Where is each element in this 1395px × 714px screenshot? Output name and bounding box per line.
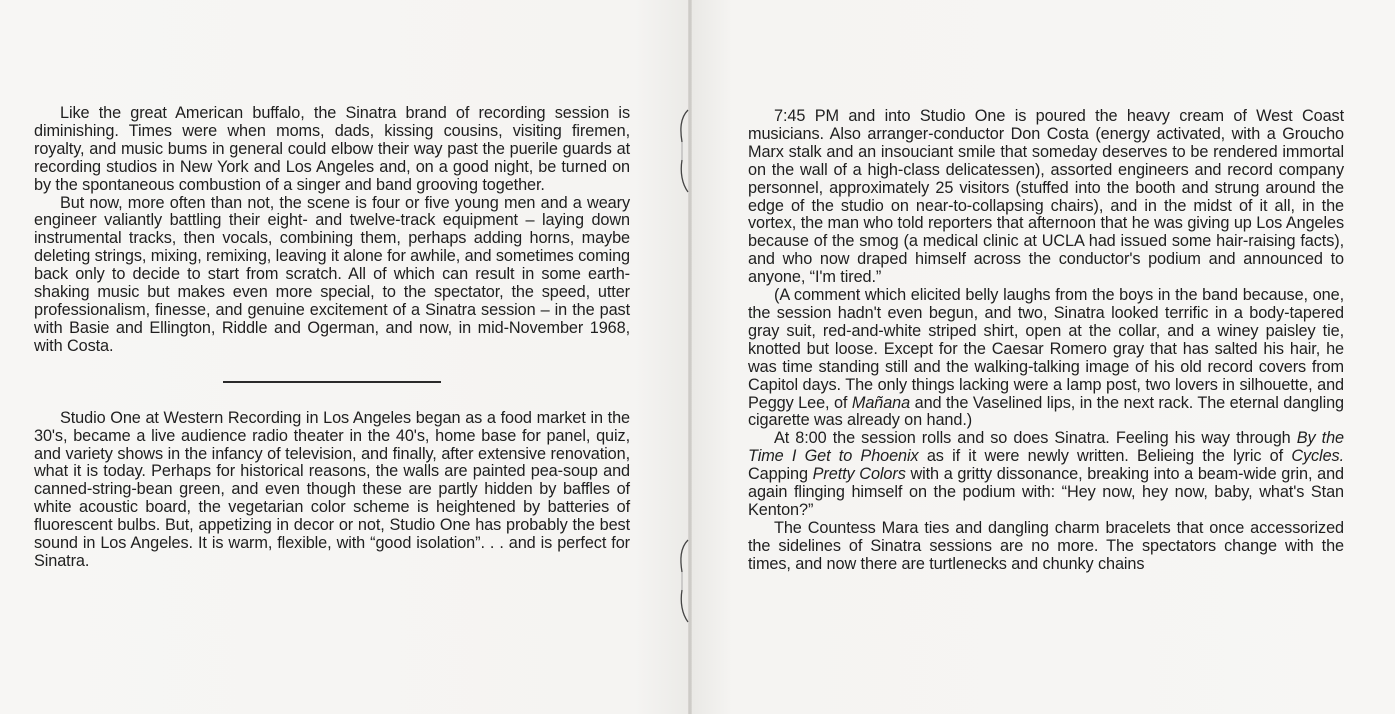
song-title-manana: Mañana xyxy=(851,393,911,412)
paragraph-buffalo: Like the great American buffalo, the Sinatra brand of recording session is diminishing. Times were when moms, dads, kissing cousins, visiting firemen, royalty, and music bums in general could elbow their way past the puerile guards at recording studios in New York and Los Angeles and, on a good night, be turned on by the spontaneous combustion of a singer and band grooving together. xyxy=(34,104,630,194)
song-title-cycles: Cycles. xyxy=(1291,447,1344,466)
left-page xyxy=(0,0,690,714)
paragraph-but-now: But now, more often than not, the scene is four or five young men and a weary engineer valiantly battling their eight- and twelve-track equipment – laying down instrumental tracks, then vocals, combining them, perhaps adding horns, maybe deleting strings, mixing, remixing, leaving it alone for awhile, and sometimes coming back only to decide to start from scratch. All of which can result in some earth-shaking music but makes even more special, to the spectator, the speed, utter professionalism, finesse, and genuine excitement of a Sinatra session – in the past with Basie and Ellington, Riddle and Ogerman, and now, in mid-November 1968, with Costa. xyxy=(34,193,630,355)
song-title-pretty-colors: Pretty Colors xyxy=(812,465,906,484)
section-divider xyxy=(223,381,441,383)
staple-bottom xyxy=(676,538,690,624)
paragraph-session-rolls: At 8:00 the session rolls and so does Sinatra. Feeling his way through By the Time I Get to Phoenix as if it were newly written. Belieing the lyric of Cycles. Capping Pretty Colors with a gritty dissonance, breaking into a beam-wide grin, and again flinging himself on the podium with: “Hey now, hey now, baby, what's Stan Kenton?” xyxy=(748,429,1345,519)
paragraph-comment: (A comment which elicited belly laughs from the boys in the band because, one, the session hadn't even begun, and two, Sinatra looked terrific in a body-tapered gray suit, red-and-white striped shirt, open at the collar, and a winey paisley tie, knotted but loose. Except for the Caesar Romero gray that has salted his hair, he was time standing still and the walking-talking image of his old record covers from Capitol days. The only things lacking were a lamp post, two lovers in silhouette, and Peggy Lee, of Mañana and the Vaselined lips, in the next rack. The eternal dangling cigarette was already on hand.) xyxy=(748,286,1344,430)
song-title-phoenix: By the Time I Get to Phoenix xyxy=(748,429,1345,466)
right-column xyxy=(748,108,1344,574)
left-column xyxy=(34,105,630,571)
staple-top xyxy=(676,108,690,194)
paragraph-countess-mara: The Countess Mara ties and dangling charm bracelets that once accessorized the sidelines of Sinatra sessions are no more. The spectators change with the times, and now there are turtlenecks and chunky chains xyxy=(748,518,1344,573)
paragraph-745-pm: 7:45 PM and into Studio One is poured the heavy cream of West Coast musicians. Also arranger-conductor Don Costa (energy activated, with a Groucho Marx stalk and an insouciant smile that someday deserves to be rendered immortal on the wall of a high-class delicatessen), assorted engineers and record company personnel, approximately 25 visitors (stuffed into the booth and strung around the edge of the studio on near-to-collapsing chairs), and in the midst of it all, in the vortex, the man who told reporters that afternoon that he was giving up Los Angeles because of the smog (a medical clinic at UCLA had issued some hair-raising facts), and who now draped himself across the conductor's podium and announced to anyone, “I'm tired.” xyxy=(748,107,1344,287)
paragraph-studio-one: Studio One at Western Recording in Los Angeles began as a food market in the 30's, became a live audience radio theater in the 40's, home base for panel, quiz, and variety shows in the infancy of television, and finally, after extensive renovation, what it is today. Perhaps for historical reasons, the walls are painted pea-soup and canned-string-bean green, and even though these are partly hidden by baffles of white acoustic board, the vegetarian color scheme is heightened by batteries of fluorescent bulbs. But, appetizing in decor or not, Studio One has probably the best sound in Los Angeles. It is warm, flexible, with “good isolation”. . . and is perfect for Sinatra. xyxy=(34,408,630,570)
